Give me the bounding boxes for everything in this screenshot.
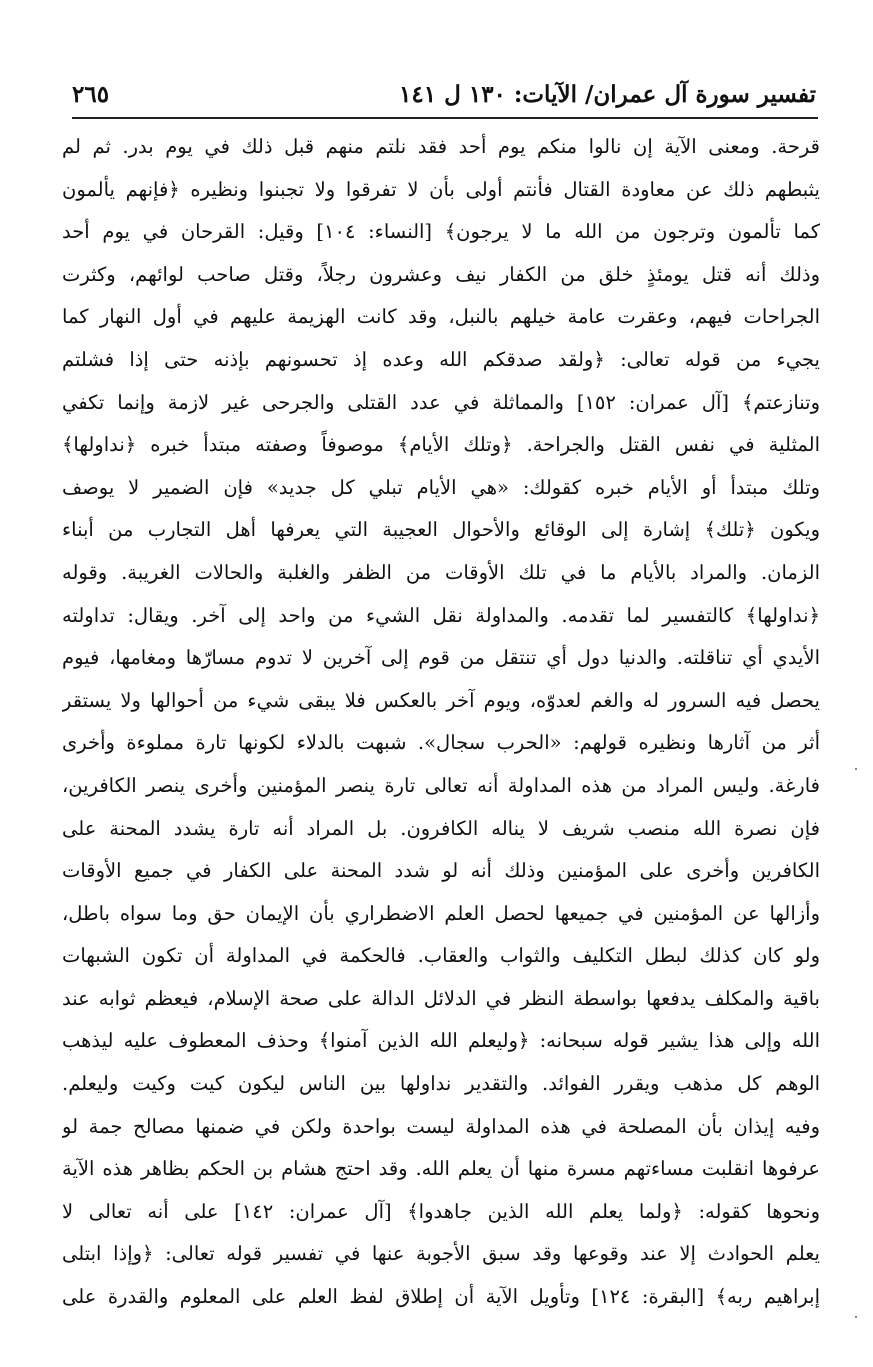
text-line: ﴿نداولها﴾ كالتفسير لما تقدمه. والمداولة نقل الشيء من واحد إلى آخر. ويقال: تداولته xyxy=(62,603,820,627)
text-line: فإن نصرة الله منصب شريف لا يناله الكافرون. بل المراد أنه تارة يشدد المحنة على xyxy=(62,816,820,840)
text-line: وتلك مبتدأ أو الأيام خبره كقولك: «هي الأيام تبلي كل جديد» فإن الضمير لا يوصف xyxy=(62,475,820,499)
text-line: قرحة. ومعنى الآية إن نالوا منكم يوم أحد فقد نلتم منهم قبل ذلك في يوم بدر. ثم لم xyxy=(62,135,820,158)
text-line: وتنازعتم﴾ [آل عمران: ١٥٢] والمماثلة في عدد القتلى والجرحى غير لازمة وإنما تكفي xyxy=(62,390,820,414)
text-line: أثر من آثارها ونظيره قولهم: «الحرب سجال». شبهت بالدلاء لكونها تارة مملوءة وأخرى xyxy=(62,731,820,755)
text-line: يحصل فيه السرور له والغم لعدوّه، ويوم آخر بالعكس فلا يبقى شيء من أحوالها ولا يستقر xyxy=(62,688,820,712)
text-line: الزمان. والمراد بالأيام ما في تلك الأوقات من الظفر والغلبة والحالات الغريبة. وقوله xyxy=(62,560,820,584)
text-line: وأزالها عن المؤمنين في جميعها لحصل العلم الاضطراري بأن الإيمان حق وما سواه باطل، xyxy=(62,901,820,925)
text-line: عرفوها انقلبت مساءتهم مسرة منها أن يعلم الله. وقد احتج هشام بن الحكم بظاهر هذه الآية xyxy=(62,1157,820,1181)
text-line: الكافرين وأخرى على المؤمنين وذلك أنه لو شدد المحنة على الكفار في جميع الأوقات xyxy=(62,859,820,883)
text-line: الوهم كل مذهب ويقرر الفوائد. والتقدير نداولها بين الناس ليكون كيت وكيت وليعلم. xyxy=(62,1072,820,1096)
header-rule xyxy=(72,117,818,119)
text-line: ويكون ﴿تلك﴾ إشارة إلى الوقائع والأحوال العجيبة التي يعرفها أهل التجارب من أبناء xyxy=(62,518,820,542)
text-line: وفيه إيذان بأن المصلحة في هذه المداولة ليست بواحدة ولكن في ضمنها مصالح جمة لو xyxy=(62,1114,820,1138)
text-line: يثبطهم ذلك عن معاودة القتال فأنتم أولى بأن لا تفرقوا ولا تجبنوا ونظيره ﴿فإنهم يألمون xyxy=(62,177,820,201)
text-line: الجراحات فيهم، وعقرت عامة خيلهم بالنبل، وقد كانت الهزيمة عليهم في أول النهار كما xyxy=(62,305,820,329)
text-line: ولو كان كذلك لبطل التكليف والثواب والعقاب. فالحكمة في المداولة أن تكون الشبهات xyxy=(62,944,820,968)
margin-dot xyxy=(855,1316,857,1318)
body-text xyxy=(62,126,820,1319)
text-line: الأيدي أي تناقلته. والدنيا دول أي تنتقل من قوم إلى آخرين لا تدوم مسارّها ومغامها، فيوم xyxy=(62,646,820,670)
text-line: يجيء من قوله تعالى: ﴿ولقد صدقكم الله وعده إذ تحسونهم بإذنه حتى إذا فشلتم xyxy=(62,347,820,371)
text-line: الله وإلى هذا يشير قوله سبحانه: ﴿وليعلم الله الذين آمنوا﴾ وحذف المعطوف عليه ليذهب xyxy=(62,1029,820,1053)
text-line: باقية والمكلف يدفعها بواسطة النظر في الدلائل الدالة على صحة الإسلام، فيعظم ثوابه عند xyxy=(62,986,820,1010)
text-line: إبراهيم ربه﴾ [البقرة: ١٢٤] وتأويل الآية أن إطلاق لفظ العلم على المعلوم والقدرة على xyxy=(62,1285,820,1309)
running-title: تفسير سورة آل عمران/ الآيات: ١٣٠ ل ١٤١ xyxy=(399,80,816,108)
text-line: يعلم الحوادث إلا عند وقوعها وقد سبق الأجوبة عنها في تفسير قوله تعالى: ﴿وإذا ابتلى xyxy=(62,1242,820,1266)
text-line: ونحوها كقوله: ﴿ولما يعلم الله الذين جاهدوا﴾ [آل عمران: ١٤٢] على أنه تعالى لا xyxy=(62,1199,820,1223)
page-header xyxy=(72,76,816,112)
text-line: فارغة. وليس المراد من هذه المداولة أنه تعالى تارة ينصر المؤمنين وأخرى ينصر الكافرين، xyxy=(62,773,820,797)
margin-dot xyxy=(855,768,857,770)
text-line: كما تألمون وترجون من الله ما لا يرجون﴾ [النساء: ١٠٤] وقيل: القرحان في يوم أحد xyxy=(62,220,820,244)
page-number: ٢٦٥ xyxy=(72,80,110,108)
text-line: وذلك أنه قتل يومئذٍ خلق من الكفار نيف وعشرون رجلاً، وقتل صاحب لوائهم، وكثرت xyxy=(62,262,820,286)
text-line: المثلية في نفس القتل والجراحة. ﴿وتلك الأيام﴾ موصوفاً وصفته مبتدأ خبره ﴿نداولها﴾ xyxy=(62,433,820,457)
